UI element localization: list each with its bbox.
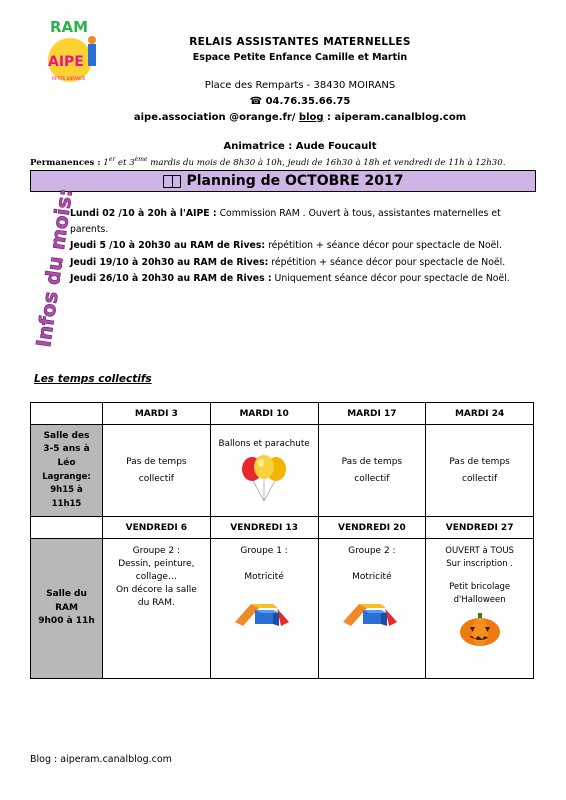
table-row <box>31 539 534 679</box>
planning-banner <box>30 170 536 192</box>
motricity-blocks-icon <box>229 594 299 628</box>
book-icon <box>163 175 181 188</box>
schedule-cell: Pas de temps collectif <box>103 425 211 517</box>
phone-number: 04.76.35.66.75 <box>265 96 351 107</box>
pumpkin-icon <box>458 611 502 647</box>
infos-du-mois-label <box>24 187 78 351</box>
infos-text: Infos du mois: <box>31 187 78 349</box>
tuesday-header: MARDI 17 <box>318 403 426 425</box>
tuesday-header: MARDI 24 <box>426 403 534 425</box>
org-subtitle: Espace Petite Enfance Camille et Martin <box>192 52 408 63</box>
logo-small-text: PETITE ENFANCE <box>52 76 86 81</box>
motricity-blocks-icon <box>337 594 407 628</box>
friday-header: VENDREDI 20 <box>318 517 426 539</box>
table-corner <box>31 517 103 539</box>
tuesday-header: MARDI 10 <box>210 403 318 425</box>
temps-collectifs-title: Les temps collectifs <box>34 373 152 385</box>
footer-blog: Blog : aiperam.canalblog.com <box>30 754 172 765</box>
animatrice: Animatrice : Aude Foucault <box>223 141 377 152</box>
schedule-cell: Groupe 2 : Dessin, peinture, collage… On décore la salle du RAM. <box>103 539 211 679</box>
news-list <box>70 206 540 288</box>
schedule-cell: Groupe 1 : Motricité <box>210 539 318 679</box>
friday-header: VENDREDI 13 <box>210 517 318 539</box>
contact-line <box>110 112 490 123</box>
room-label-ram: Salle du RAM 9h00 à 11h <box>31 539 103 679</box>
schedule-cell: Pas de temps collectif <box>426 425 534 517</box>
room-label-leo-lagrange: Salle des 3-5 ans à Léo Lagrange: 9h15 à 11h15 <box>31 425 103 517</box>
table-row <box>31 425 534 517</box>
permanences: Permanences : 1er et 3ème mardis du mois de 8h30 à 10h, jeudi de 16h30 à 18h et vendredi de 11h à 12h30. <box>30 156 506 168</box>
friday-header: VENDREDI 27 <box>426 517 534 539</box>
schedule-cell: Ballons et parachute <box>210 425 318 517</box>
table-corner <box>31 403 103 425</box>
schedule-table <box>30 402 534 679</box>
permanences-label: Permanences : <box>30 157 101 168</box>
table-row <box>31 403 534 425</box>
address: Place des Remparts - 38430 MOIRANS <box>204 80 396 91</box>
org-name: RELAIS ASSISTANTES MATERNELLES <box>189 36 411 48</box>
phone-icon: ☎ <box>249 96 266 107</box>
blog-url[interactable]: : aiperam.canalblog.com <box>323 112 467 123</box>
banner-title: Planning de OCTOBRE 2017 <box>186 173 404 189</box>
news-item: Jeudi 5 /10 à 20h30 au RAM de Rives: répétition + séance décor pour spectacle de Noël. <box>70 240 502 251</box>
schedule-cell: OUVERT à TOUS Sur inscription . Petit bricolage d'Halloween <box>426 539 534 679</box>
news-item: Lundi 02 /10 à 20h à l'AIPE : Commission RAM . Ouvert à tous, assistantes maternelles et parents. <box>70 208 501 235</box>
table-row <box>31 517 534 539</box>
logo-ram-text: RAM <box>50 18 89 36</box>
logo-aipe-text: AIPE <box>48 54 84 70</box>
news-item: Jeudi 26/10 à 20h30 au RAM de Rives : Uniquement séance décor pour spectacle de Noël. <box>70 273 510 284</box>
news-item: Jeudi 19/10 à 20h30 au RAM de Rives: répétition + séance décor pour spectacle de Noël. <box>70 256 506 268</box>
tuesday-header: MARDI 3 <box>103 403 211 425</box>
ram-aipe-logo <box>38 14 108 94</box>
schedule-cell: Pas de temps collectif <box>318 425 426 517</box>
blog-link[interactable]: blog <box>298 112 324 123</box>
phone-line <box>110 96 490 107</box>
friday-header: VENDREDI 6 <box>103 517 211 539</box>
email[interactable]: aipe.association @orange.fr/ <box>133 112 296 123</box>
balloons-icon <box>234 453 294 503</box>
schedule-cell: Groupe 2 : Motricité <box>318 539 426 679</box>
